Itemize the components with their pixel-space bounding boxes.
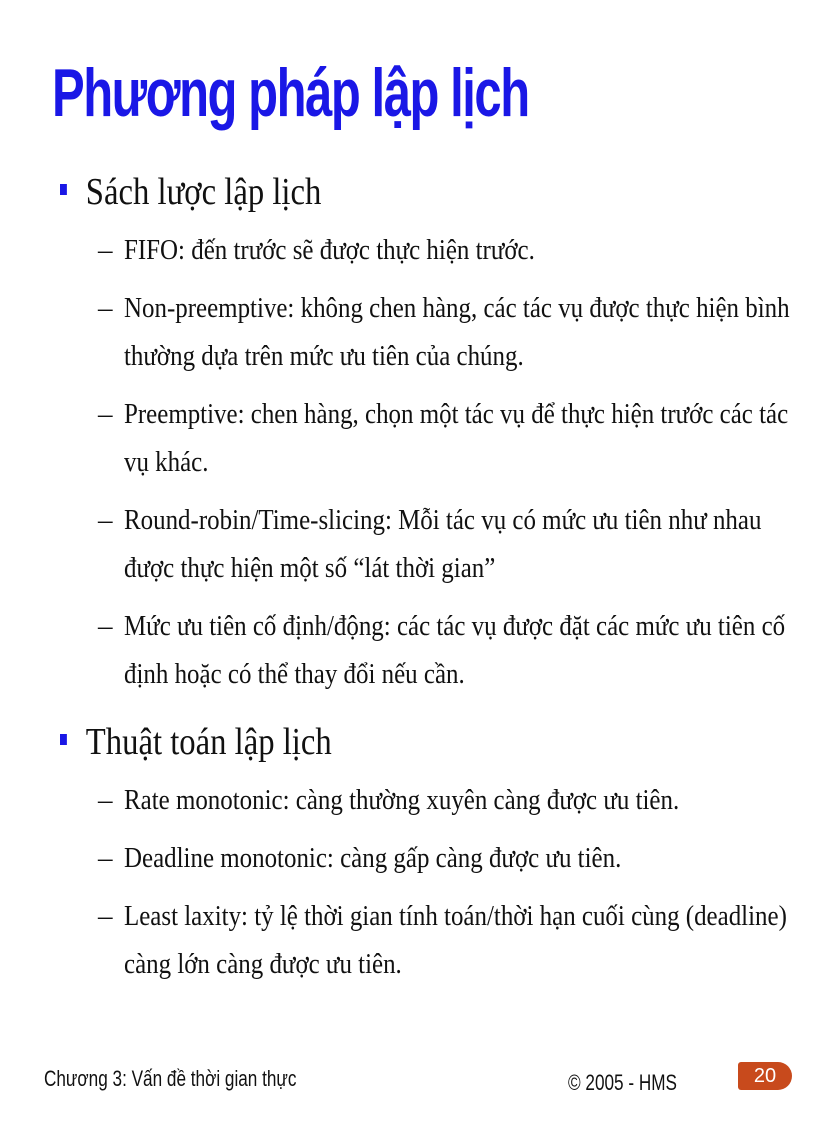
bullet-list: [60, 226, 790, 698]
section-scheduling-strategy: [60, 162, 790, 698]
section-heading: [60, 162, 688, 222]
footer-chapter: Chương 3: Vấn đề thời gian thực: [44, 1066, 297, 1091]
list-item-text: Non-preemptive: không chen hàng, các tác vụ được thực hiện bình thường dựa trên mức ưu tiên của chúng.: [124, 292, 790, 372]
list-item-text: FIFO: đến trước sẽ được thực hiện trước.: [124, 234, 535, 266]
page-number-badge: 20: [738, 1062, 792, 1090]
list-item-text: Round-robin/Time-slicing: Mỗi tác vụ có mức ưu tiên như nhau được thực hiện một số “lát thời gian”: [124, 504, 762, 584]
dash-bullet-icon: –: [98, 900, 113, 932]
slide-title: Phương pháp lập lịch: [52, 55, 529, 131]
dash-bullet-icon: –: [98, 292, 113, 324]
section-heading: [60, 712, 688, 772]
list-item-text: Preemptive: chen hàng, chọn một tác vụ để thực hiện trước các tác vụ khác.: [124, 398, 789, 478]
square-bullet-icon: [60, 734, 67, 745]
section-scheduling-algorithm: [60, 712, 790, 988]
dash-bullet-icon: –: [98, 784, 113, 816]
list-item: [60, 834, 790, 882]
list-item-text: Rate monotonic: càng thường xuyên càng được ưu tiên.: [124, 784, 680, 816]
list-item: [60, 496, 790, 592]
dash-bullet-icon: –: [98, 398, 113, 430]
dash-bullet-icon: –: [98, 504, 113, 536]
list-item: [60, 226, 790, 274]
list-item: [60, 892, 790, 988]
bullet-list: [60, 776, 790, 988]
footer-copyright: © 2005 - HMS: [568, 1070, 677, 1095]
list-item: [60, 284, 790, 380]
list-item: [60, 776, 790, 824]
square-bullet-icon: [60, 184, 67, 195]
list-item-text: Mức ưu tiên cố định/động: các tác vụ được đặt các mức ưu tiên cố định hoặc có thể thay đổi nếu cần.: [124, 610, 786, 690]
dash-bullet-icon: –: [98, 610, 113, 642]
list-item-text: Deadline monotonic: càng gấp càng được ưu tiên.: [124, 842, 622, 874]
list-item: [60, 390, 790, 486]
slide-content: [60, 162, 790, 998]
section-heading-text: Thuật toán lập lịch: [85, 721, 332, 763]
dash-bullet-icon: –: [98, 842, 113, 874]
list-item-text: Least laxity: tỷ lệ thời gian tính toán/thời hạn cuối cùng (deadline) càng lớn càng được ưu tiên.: [124, 900, 787, 980]
section-heading-text: Sách lược lập lịch: [85, 171, 322, 213]
list-item: [60, 602, 790, 698]
dash-bullet-icon: –: [98, 234, 113, 266]
